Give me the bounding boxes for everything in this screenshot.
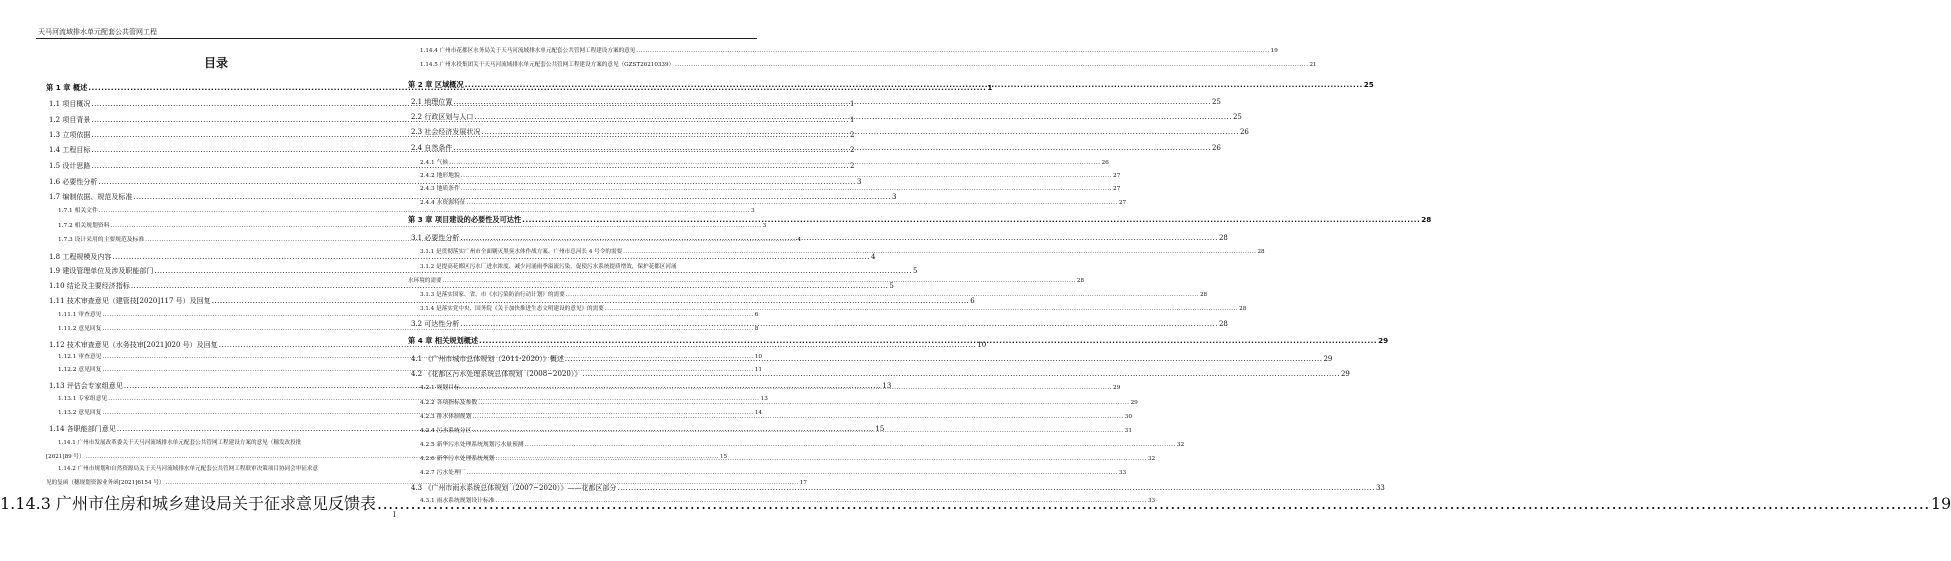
toc-entry-page: 2 [849,162,855,170]
toc-entry[interactable] [420,306,1247,313]
toc-entry-page: 2 [849,131,855,139]
toc-entry-title: 4.2.5 新华污水处理系统规划污水量预测 [420,442,524,448]
dot-leader [472,429,1123,435]
toc-entry-title: 4.2.6 新华污水处理系统规划 [420,456,495,462]
toc-entry-page: 5 [912,267,918,275]
toc-entry-title: 1.14.5 广州水投集团关于天马河流域排水单元配套公共管网工程建设方案的意见（GZST20210339） [420,62,675,68]
dot-leader [496,454,1147,463]
toc-entry-page: 3 [762,223,767,229]
toc-entry-page: 30 [1124,414,1133,420]
toc-entry-title: 1.8 工程规模及内容 [49,253,112,261]
toc-entry-page: 27 [1118,200,1127,206]
toc-entry-title: 1.14 各职能部门意见 [49,425,116,433]
toc-entry-title: 第 3 章 项目建设的必要性及可达性 [408,215,522,224]
toc-entry-title: 4.2.4 污水系统分区 [420,428,472,434]
dot-leader [566,293,1199,299]
header-title: 天马河流域排水单元配套公共管网工程 [38,28,157,36]
toc-entry-page: 28 [1218,320,1228,328]
toc-entry[interactable] [408,80,1374,89]
toc-entry-page: 29 [1378,336,1389,345]
toc-entry-title: 1.13 评估会专家组意见 [49,382,123,390]
toc-entry-title: 4.2.3 排水体制规划 [420,414,472,420]
toc-entry-title: 第 2 章 区域概况 [408,80,464,89]
dot-leader [472,415,1123,421]
toc-entry-title: 1.4 工程目标 [49,146,91,154]
toc-entry[interactable] [420,62,1317,69]
dot-leader [675,63,1308,69]
toc-entry[interactable] [49,341,987,349]
toc-entry-page: 1 [849,116,855,124]
toc-entry-page: 15 [875,425,885,433]
dot-leader [636,49,1269,55]
toc-entry-multi-line1[interactable]: 1.14.1 广州市发展改革委关于天马河流域排水单元配套公共管网工程建设方案的意见（穗发改投批 [58,440,302,446]
dot-leader [465,81,1363,88]
dot-leader [496,499,1147,505]
toc-entry-title: 1.13.2 意见回复 [58,410,102,416]
dot-leader [461,187,1112,193]
toc-entry-multi-line2[interactable] [46,480,807,487]
toc-entry-page: 33 [1118,470,1127,476]
toc-entry-title: 水环境的需要 [408,278,442,284]
toc-entry-page: 28 [1076,278,1085,284]
toc-entry[interactable] [420,48,1278,55]
dot-leader [467,471,1118,477]
toc-entry-page: 33 [1375,484,1385,492]
toc-entry[interactable] [58,326,759,333]
toc-entry[interactable] [411,234,1228,242]
toc-entry-page: 19 [1930,494,1951,513]
toc-entry-title: 1.7.1 相关文件 [58,208,98,214]
toc-entry[interactable] [411,484,1385,492]
toc-entry[interactable] [49,297,975,305]
dot-leader [99,209,750,215]
toc-entry[interactable] [49,178,862,186]
toc-entry[interactable] [58,223,767,230]
toc-entry-page: 29 [1340,370,1350,378]
toc-entry[interactable] [420,414,1133,421]
toc-entry-title: 2.1 地理位置 [411,98,453,106]
toc-entry-page: 4 [797,237,802,243]
toc-entry-title: 2.4.2 地形地貌 [420,173,460,179]
toc-entry-page: 27 [1113,173,1121,179]
toc-entry-title: 3.1 必要性分析 [411,234,460,242]
toc-entry-page: 28 [1257,249,1265,255]
toc-entry[interactable] [49,282,894,290]
toc-entry[interactable] [58,208,755,215]
dot-leader [481,129,1239,136]
toc-entry-multi-line2[interactable] [408,278,1085,285]
toc-entry-multi-line1[interactable]: 1.14.2 广州市规划和自然资源局关于天马河流域排水单元配套公共管网工程联审决策项目协同会审征求意 [58,466,319,472]
toc-entry-page: 25 [1232,113,1242,121]
toc-entry-title: 4.2.1 规划目标 [420,385,460,391]
toc-entry-page: 8 [754,326,759,332]
toc-entry[interactable] [411,98,1221,106]
toc-entry-title: 1.5 设计思路 [49,162,91,170]
header-rule [36,38,757,39]
toc-entry-page: 13 [760,396,768,402]
toc-entry-page: 28 [1199,292,1208,298]
toc-entry-page: 25 [1363,80,1374,89]
toc-entry-title: 2.4 自然条件 [411,144,453,152]
page-number: I [393,511,396,519]
toc-entry[interactable] [420,173,1121,180]
toc-entry-page: 14 [754,410,763,416]
toc-entry[interactable] [420,498,1156,505]
toc-entry-page: 6 [754,312,759,318]
toc-entry-title: 2.4.4 水资源特征 [420,200,466,206]
toc-entry[interactable] [420,400,1138,407]
toc-entry-title: 1.1 项目概况 [49,100,91,108]
toc-entry-page: 29 [1130,400,1138,406]
toc-entry-multi-line1[interactable]: 3.1.2 是提高花都区污水厂进水浓度、减少河涌雨季溢流污染，促使污水系统提质增效，保护花都区河涌 [420,264,677,270]
toc-entry[interactable] [420,200,1127,207]
toc-entry-page: 27 [1113,186,1121,192]
toc-title: 目录 [203,56,228,70]
toc-entry-title: 见的复函（穗规划资源业务函[2021]6154 号） [46,480,165,486]
toc-entry-page: 10 [754,354,763,360]
toc-entry-page: 19 [1270,48,1278,54]
toc-entry-page: 28 [1218,234,1228,242]
dot-leader [460,321,1218,328]
toc-entry-title: 1.7 编制依据、规范及标准 [49,193,133,201]
toc-entry-title: 1.7.2 相关规划资料 [58,223,110,229]
dot-leader [102,313,753,319]
toc-entry[interactable] [49,253,876,261]
dot-leader [110,224,761,230]
toc-entry-page: 6 [970,297,975,305]
dot-leader [617,485,1375,492]
dot-leader [565,356,1323,363]
toc-entry-page: 1 [987,83,993,92]
toc-entry-title: 4.2.7 污水处理厂 [420,470,466,476]
toc-entry-page: 1 [849,100,855,108]
toc-entry-page: 13 [882,382,892,390]
toc-entry-title: 4.3 《广州市雨水系统总体规划（2007~2020）》——花都区部分 [411,484,617,492]
toc-entry-title: 1.7.3 设计采用的主要规范及标准 [58,237,145,243]
toc-entry-title: 1.11.1 审查意见 [58,312,102,318]
toc-entry-page: 3 [891,193,897,201]
toc-entry-title: 1.3 立项依据 [49,131,91,139]
toc-entry[interactable] [411,113,1242,121]
dot-leader [449,161,1100,167]
dot-leader [623,250,1256,256]
toc-entry-title: 1.11.2 意见回复 [58,326,102,332]
toc-entry-title: 1.12.1 审查意见 [58,354,102,360]
toc-entry-title: 1.2 项目背景 [49,116,91,124]
dot-leader [467,201,1118,207]
toc-entry-page: 28 [1421,215,1432,224]
toc-entry-page: 26 [1101,160,1109,166]
toc-entry[interactable] [420,292,1208,299]
toc-entry-title: 1.14.4 广州市花都区水务局关于天马河流域排水单元配套公共管网工程建设方案的意见 [420,48,636,54]
dot-leader [212,298,970,305]
toc-entry[interactable] [411,128,1249,136]
toc-entry[interactable] [420,160,1109,167]
dot-leader [461,174,1112,180]
toc-entry-title: 1.9 建设管理单位及涉及职能部门 [49,267,154,275]
toc-entry-title: 3.1.4 是落实党中央、国务院《关于加快推进生态文明建设的意见》的需要 [420,306,604,312]
dot-leader [582,371,1340,378]
toc-entry-page: 2 [849,146,855,154]
toc-entry-page: 32 [1147,456,1156,462]
toc-entry-title: 4.2.2 各项指标及参数 [420,400,478,406]
toc-entry-page: 33 [1147,498,1156,504]
toc-entry-title: 1.12 技术审查意见（水务技审[2021]020 号）及回复 [49,341,218,349]
toc-entry-page: 29 [1323,355,1333,363]
toc-entry-title: 4.2 《花都区污水处理系统总体规划（2008~2020）》 [411,370,582,378]
toc-entry-page: 17 [799,480,807,486]
toc-entry-page: 4 [870,253,876,261]
toc-entry-page: 3 [751,208,755,214]
toc-entry[interactable] [49,193,897,201]
toc-entry-page: 11 [754,367,763,373]
toc-entry-title: 2.4.1 气候 [420,160,449,166]
dot-leader [453,145,1211,152]
toc-entry-page: 21 [1309,62,1317,68]
toc-entry-title: 4.3.1 雨水系统规划设计标准 [420,498,495,504]
toc-entry-page: 5 [889,282,894,290]
toc-entry-page: 32 [1176,442,1185,448]
dot-leader [605,307,1238,313]
toc-entry-title: 1.10 结论及主要经济指标 [49,282,130,290]
toc-entry[interactable] [411,320,1228,328]
toc-entry-title: 3.1.1 是贯彻落实广州市全面剿灭黑臭水体作战方案、广州市总河长 4 号令的需要 [420,249,623,255]
dot-leader [453,99,1211,106]
toc-entry-page: 26 [1211,144,1221,152]
toc-entry[interactable] [420,442,1185,449]
dot-leader [474,114,1232,121]
toc-entry-title: 2.3 社会经济发展状况 [411,128,481,136]
toc-entry[interactable] [420,470,1127,477]
toc-entry-page: 26 [1239,128,1249,136]
toc-entry-title: 2.2 行政区划与人口 [411,113,474,121]
toc-entry-page: 31 [1124,428,1133,434]
dot-leader [478,401,1129,407]
toc-entry[interactable] [408,215,1432,224]
toc-entry-title: 1.14.3 广州市住房和城乡建设局关于征求意见反馈表 [0,494,376,513]
dot-leader [98,179,856,186]
toc-entry-page: 28 [1239,306,1247,312]
toc-entry-title: 1.12.2 意见回复 [58,367,102,373]
toc-entry-title: [2021]89 号） [46,454,85,460]
toc-entry-title: 1.13.1 专家组意见 [58,396,108,402]
toc-entry[interactable] [411,144,1221,152]
toc-entry-title: 3.1.3 是落实国家、省、市《水污染防治行动计划》的需要 [420,292,565,298]
toc-entry[interactable] [420,249,1265,256]
toc-entry[interactable] [420,186,1121,193]
toc-entry-page: 15 [720,454,728,460]
toc-entry-page: 3 [856,178,862,186]
dot-leader [461,386,1112,392]
toc-entry-title: 1.11 技术审查意见（建管技[2020]117 号）及回复 [49,297,211,305]
toc-entry-page: 29 [1113,385,1121,391]
dot-leader [479,337,1377,344]
toc-entry-page: 25 [1211,98,1221,106]
toc-entry-title: 1.6 必要性分析 [49,178,98,186]
dot-leader [443,279,1076,285]
toc-entry-title: 3.2 可达性分析 [411,320,460,328]
toc-entry-title: 2.4.3 地质条件 [420,186,460,192]
dot-leader [522,216,1420,223]
toc-entry-title: 第 1 章 概述 [46,83,88,92]
dot-leader [460,235,1218,242]
dot-leader [525,443,1176,449]
toc-entry-title: 第 4 章 相关规划概述 [408,336,479,345]
toc-entry[interactable] [58,312,759,319]
toc-entry-title: 4.1 《广州市城市总体规划（2011-2020）》概述 [411,355,564,363]
toc-entry-page: 10 [977,341,987,349]
toc-entry[interactable] [420,454,1156,463]
